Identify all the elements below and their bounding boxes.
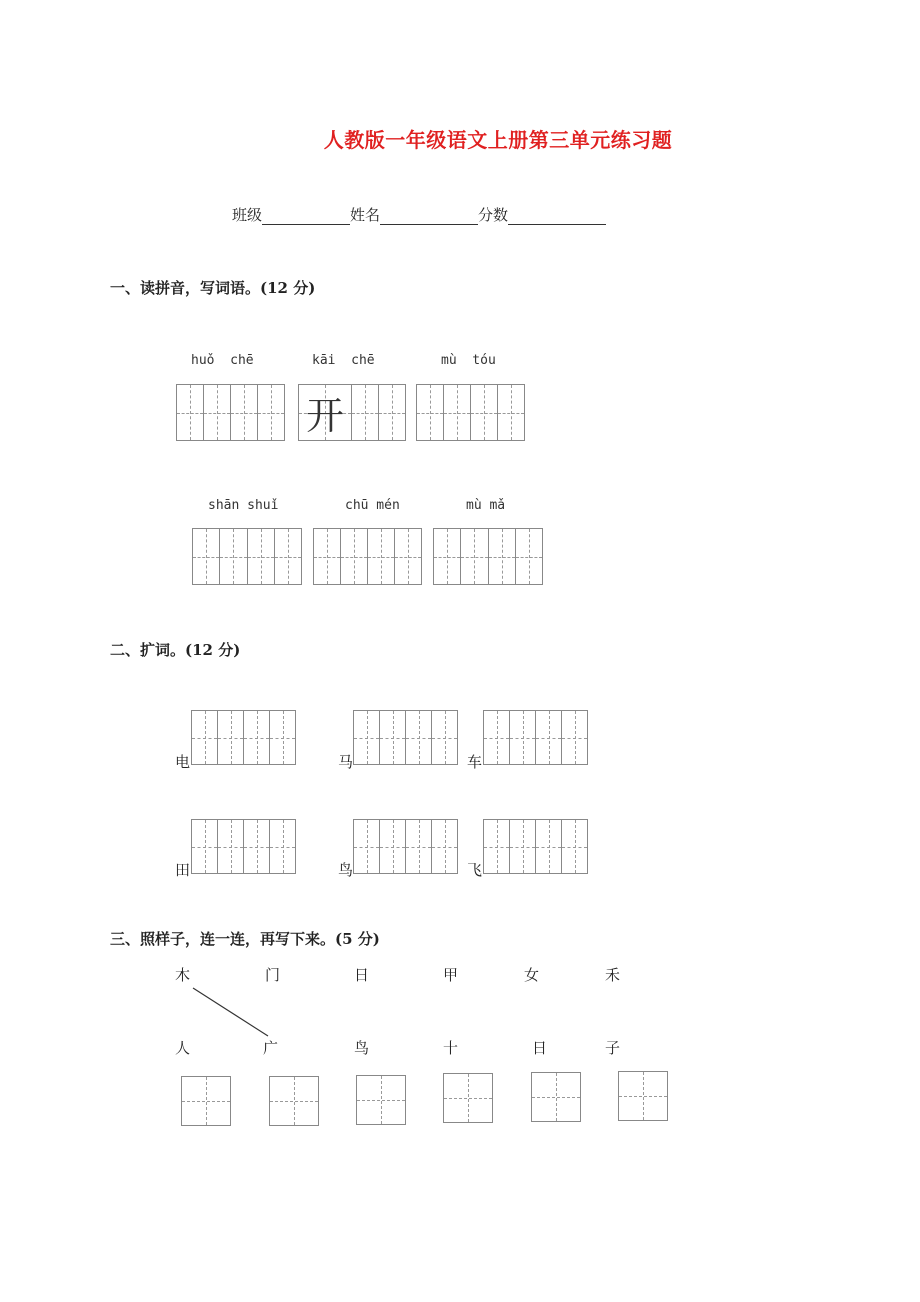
section2-heading: 二、扩词。(12 分) <box>110 641 241 659</box>
answer-square[interactable] <box>269 1076 319 1126</box>
pinyin-label: shān shuǐ <box>208 498 279 513</box>
name-label: 姓名 <box>350 206 381 224</box>
expand-character: 飞 <box>467 861 483 879</box>
match-bottom-character[interactable]: 十 <box>443 1039 459 1057</box>
expand-character: 马 <box>338 753 354 771</box>
prefilled-character: 开 <box>305 394 344 438</box>
pinyin-label: kāi chē <box>312 353 375 368</box>
page-title: 人教版一年级语文上册第三单元练习题 <box>323 128 673 152</box>
pinyin-label: mù tóu <box>441 353 496 368</box>
answer-square[interactable] <box>618 1071 668 1121</box>
section3-heading: 三、照样子，连一连，再写下来。(5 分) <box>110 930 380 948</box>
match-bottom-character[interactable]: 广 <box>263 1039 279 1057</box>
match-top-character[interactable]: 木 <box>175 966 191 984</box>
expand-character: 鸟 <box>338 861 354 879</box>
match-top-character[interactable]: 日 <box>354 966 370 984</box>
match-bottom-character[interactable]: 子 <box>605 1039 621 1057</box>
pinyin-label: huǒ chē <box>191 353 254 368</box>
grid-cell[interactable] <box>299 385 352 440</box>
expand-character: 田 <box>175 861 191 879</box>
match-top-character[interactable]: 女 <box>524 966 540 984</box>
answer-square[interactable] <box>531 1072 581 1122</box>
pinyin-label: mù mǎ <box>466 498 506 513</box>
class-label: 班级 <box>232 206 263 224</box>
match-top-character[interactable]: 甲 <box>443 966 459 984</box>
expand-character: 电 <box>175 753 191 771</box>
match-top-character[interactable]: 禾 <box>605 966 621 984</box>
section1-heading: 一、读拼音，写词语。(12 分) <box>110 279 316 297</box>
answer-square[interactable] <box>443 1073 493 1123</box>
match-bottom-character[interactable]: 鸟 <box>354 1039 370 1057</box>
expand-character: 车 <box>467 753 483 771</box>
match-top-character[interactable]: 门 <box>265 966 281 984</box>
score-label: 分数 <box>478 206 509 224</box>
pinyin-label: chū mén <box>345 498 400 513</box>
answer-square[interactable] <box>356 1075 406 1125</box>
match-bottom-character[interactable]: 日 <box>532 1039 548 1057</box>
answer-square[interactable] <box>181 1076 231 1126</box>
match-bottom-character[interactable]: 人 <box>175 1039 191 1057</box>
